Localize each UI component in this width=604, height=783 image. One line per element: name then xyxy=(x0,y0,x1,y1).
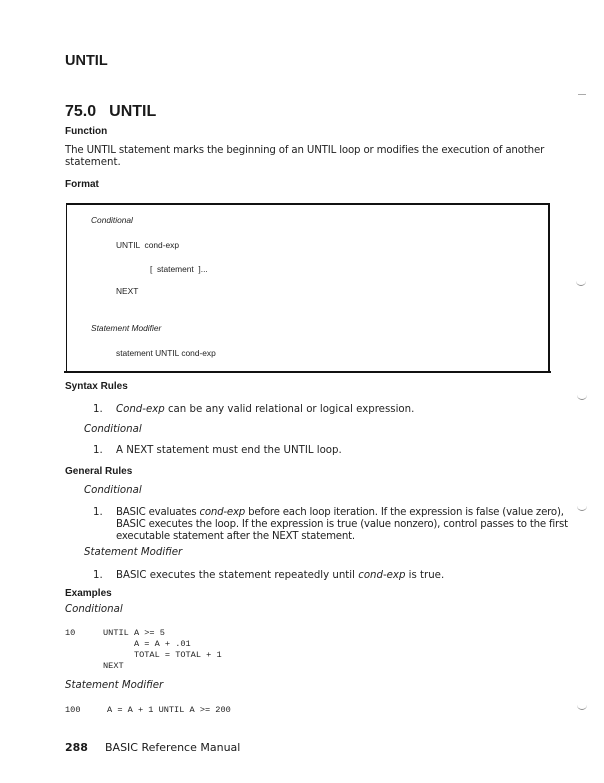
examples-modifier-label: Statement Modifier xyxy=(65,680,164,691)
format-next-line: NEXT xyxy=(116,286,139,296)
format-box-bottom-rule xyxy=(64,371,551,373)
scan-edge-mark xyxy=(577,705,587,710)
general-cond-rule-1 xyxy=(116,507,568,543)
function-text-line-1: The UNTIL statement marks the beginning of an UNTIL loop or modifies the execution of another xyxy=(65,145,545,156)
general-mod-rule-1 xyxy=(116,570,444,582)
examples-conditional-label: Conditional xyxy=(65,604,123,615)
general-rules-heading: General Rules xyxy=(65,466,133,477)
function-text xyxy=(65,145,555,169)
general-modifier-label: Statement Modifier xyxy=(84,547,183,558)
general-cond-rule-1-italic: cond-exp xyxy=(199,507,246,518)
code-text: NEXT xyxy=(103,661,124,671)
code-line xyxy=(65,705,365,716)
running-head: UNTIL xyxy=(65,53,108,69)
code-text: A = A + .01 xyxy=(103,639,191,649)
function-heading: Function xyxy=(65,126,108,137)
general-cond-rule-1-text-b: before each loop iteration. If the expression is false (value zero), xyxy=(245,507,564,518)
format-modifier-label: Statement Modifier xyxy=(91,323,162,333)
section-number: 75.0 xyxy=(65,103,97,120)
format-until-line: UNTIL cond-exp xyxy=(116,240,179,250)
section-title xyxy=(65,103,156,121)
general-mod-rule-1-number: 1. xyxy=(93,570,103,581)
page-number: 288 xyxy=(65,741,88,754)
syntax-rule-1-italic: Cond-exp xyxy=(116,404,165,415)
format-heading: Format xyxy=(65,179,99,190)
syntax-rules-heading: Syntax Rules xyxy=(65,381,128,392)
format-statement-line: [ statement ]... xyxy=(150,264,208,274)
code-line-number: 100 xyxy=(65,705,81,715)
general-mod-rule-1-italic: cond-exp xyxy=(358,570,406,581)
syntax-conditional-label: Conditional xyxy=(84,424,142,435)
format-box xyxy=(66,203,550,371)
manual-title: BASIC Reference Manual xyxy=(105,741,241,754)
general-cond-rule-1-line-2: BASIC executes the loop. If the expression is true (value nonzero), control passes to the first xyxy=(116,519,568,530)
code-text: UNTIL A >= 5 xyxy=(103,628,165,638)
syntax-rule-1 xyxy=(116,404,414,416)
scan-edge-mark xyxy=(577,506,587,511)
format-modifier-line: statement UNTIL cond-exp xyxy=(116,348,216,358)
syntax-cond-rule-1: A NEXT statement must end the UNTIL loop. xyxy=(116,445,342,456)
syntax-cond-rule-1-number: 1. xyxy=(93,445,103,456)
format-conditional-label: Conditional xyxy=(91,215,133,225)
code-text: A = A + 1 UNTIL A >= 200 xyxy=(107,705,231,715)
code-line-number: 10 xyxy=(65,628,76,638)
scan-edge-mark xyxy=(576,281,586,286)
scan-edge-mark xyxy=(577,395,587,400)
general-cond-rule-1-line-1 xyxy=(116,507,564,519)
general-cond-rule-1-number: 1. xyxy=(93,507,103,518)
function-text-line-2: statement. xyxy=(65,157,121,168)
general-mod-rule-1-text-b: is true. xyxy=(405,570,445,581)
general-cond-rule-1-line-3: executable statement after the NEXT statement. xyxy=(116,531,355,542)
syntax-rule-1-number: 1. xyxy=(93,404,103,415)
general-cond-rule-1-text-a: BASIC evaluates xyxy=(116,507,200,518)
syntax-rule-1-text: can be any valid relational or logical expression. xyxy=(164,404,415,415)
examples-heading: Examples xyxy=(65,588,112,599)
scan-edge-mark xyxy=(578,94,586,95)
general-conditional-label: Conditional xyxy=(84,485,142,496)
modifier-code-block xyxy=(65,705,365,716)
code-text: TOTAL = TOTAL + 1 xyxy=(103,650,222,660)
section-title-text: UNTIL xyxy=(109,103,157,120)
general-mod-rule-1-text-a: BASIC executes the statement repeatedly until xyxy=(116,570,359,581)
